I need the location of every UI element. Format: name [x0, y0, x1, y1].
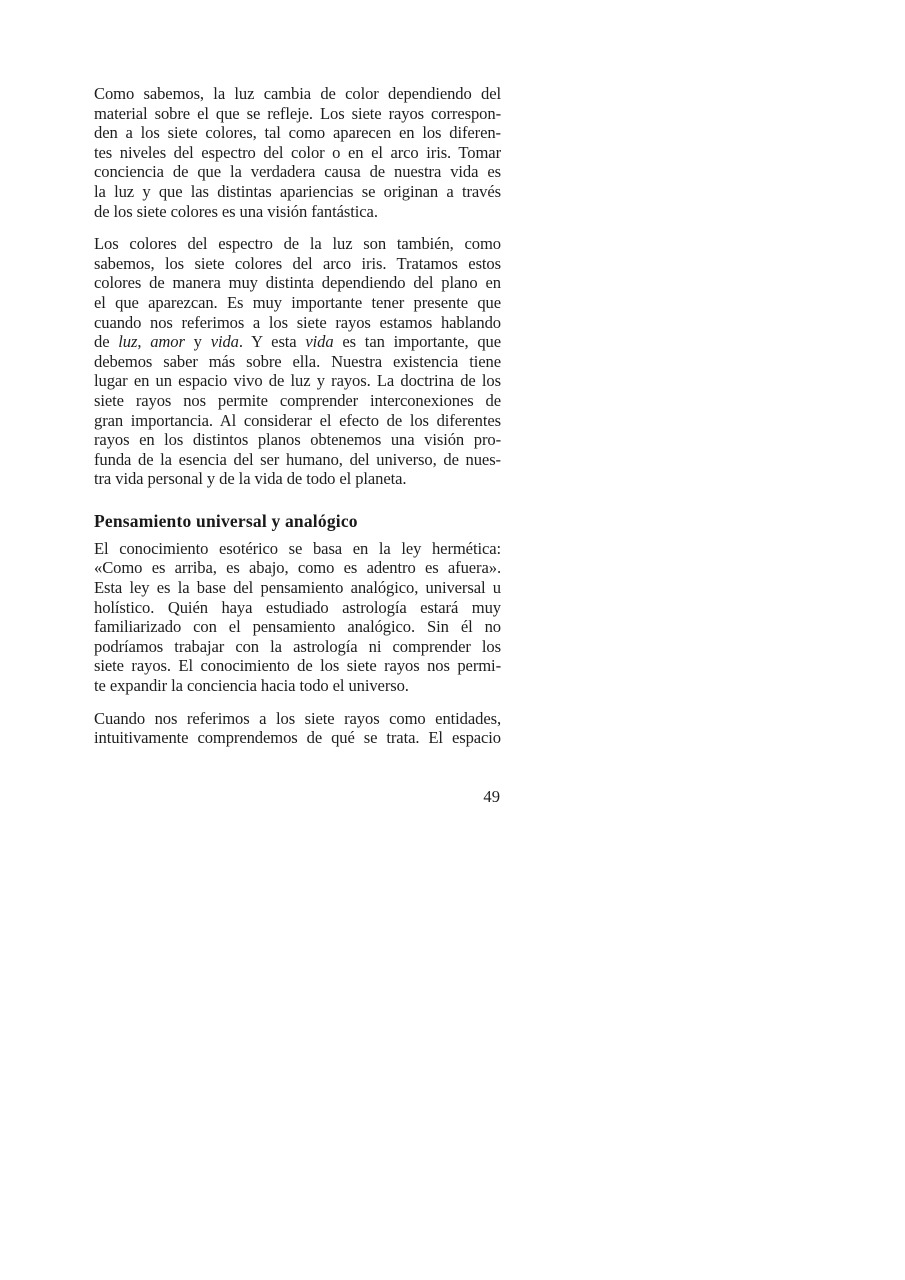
text-line: material sobre el que se refleje. Los siete rayos correspon-: [94, 103, 501, 123]
text-line: tes niveles del espectro del color o en el arco iris. Tomar: [94, 142, 501, 162]
italic-term: vida: [305, 332, 334, 352]
text-line: te expandir la conciencia hacia todo el universo.: [94, 676, 409, 696]
text-line: Cuando nos referimos a los siete rayos como entidades,: [94, 708, 501, 728]
page-number: 49: [483, 787, 500, 806]
text-line: lugar en un espacio vivo de luz y rayos. La doctrina de los: [94, 371, 501, 391]
text-line: siete rayos. El conocimiento de los siete rayos nos permi-: [94, 656, 501, 676]
text-line: la luz y que las distintas apariencias se originan a través: [94, 181, 501, 201]
text-line: familiarizado con el pensamiento analógico. Sin él no: [94, 617, 501, 637]
text-line: El conocimiento esotérico se basa en la ley hermética:: [94, 538, 501, 558]
text-line: siete rayos nos permite comprender interconexiones de: [94, 390, 501, 410]
text-line: Esta ley es la base del pensamiento analógico, universal u: [94, 578, 501, 598]
text-line: tra vida personal y de la vida de todo el planeta.: [94, 469, 407, 489]
italic-term: amor: [150, 332, 185, 352]
italic-term: vida: [210, 332, 239, 352]
document-page: [94, 84, 501, 748]
text-line: el que aparezcan. Es muy importante tener presente que: [94, 292, 501, 312]
text-line: colores de manera muy distinta dependiendo del plano en: [94, 273, 501, 293]
text-line: sabemos, los siete colores del arco iris. Tratamos estos: [94, 253, 501, 273]
paragraph-2: [94, 234, 501, 489]
paragraph-4: [94, 709, 501, 748]
text-line: den a los siete colores, tal como aparecen en los diferen-: [94, 123, 501, 143]
text-line: holístico. Quién haya estudiado astrología estará muy: [94, 597, 501, 617]
text-line: cuando nos referimos a los siete rayos estamos hablando: [94, 312, 501, 332]
text-line: gran importancia. Al considerar el efecto de los diferentes: [94, 410, 501, 430]
paragraph-1: [94, 84, 501, 221]
paragraph-3: [94, 539, 501, 696]
text-line: rayos en los distintos planos obtenemos una visión pro-: [94, 430, 501, 450]
text-line: «Como es arriba, es abajo, como es adentro es afuera».: [94, 558, 501, 578]
section-heading: Pensamiento universal y analógico: [94, 510, 358, 531]
text-line: debemos saber más sobre ella. Nuestra existencia tiene: [94, 351, 501, 371]
text-line: intuitivamente comprendemos de qué se trata. El espacio: [94, 728, 501, 748]
text-line: conciencia de que la verdadera causa de nuestra vida es: [94, 162, 501, 182]
italic-term: luz: [118, 332, 138, 352]
text-line-with-italics: de luz, amor y vida. Y esta vida es tan importante, que: [94, 332, 501, 352]
text-line: Como sabemos, la luz cambia de color dependiendo del: [94, 84, 501, 103]
text-line: podríamos trabajar con la astrología ni comprender los: [94, 636, 501, 656]
text-line: de los siete colores es una visión fantástica.: [94, 201, 378, 221]
text-line: funda de la esencia del ser humano, del universo, de nues-: [94, 449, 501, 469]
text-line: Los colores del espectro de la luz son también, como: [94, 234, 501, 254]
